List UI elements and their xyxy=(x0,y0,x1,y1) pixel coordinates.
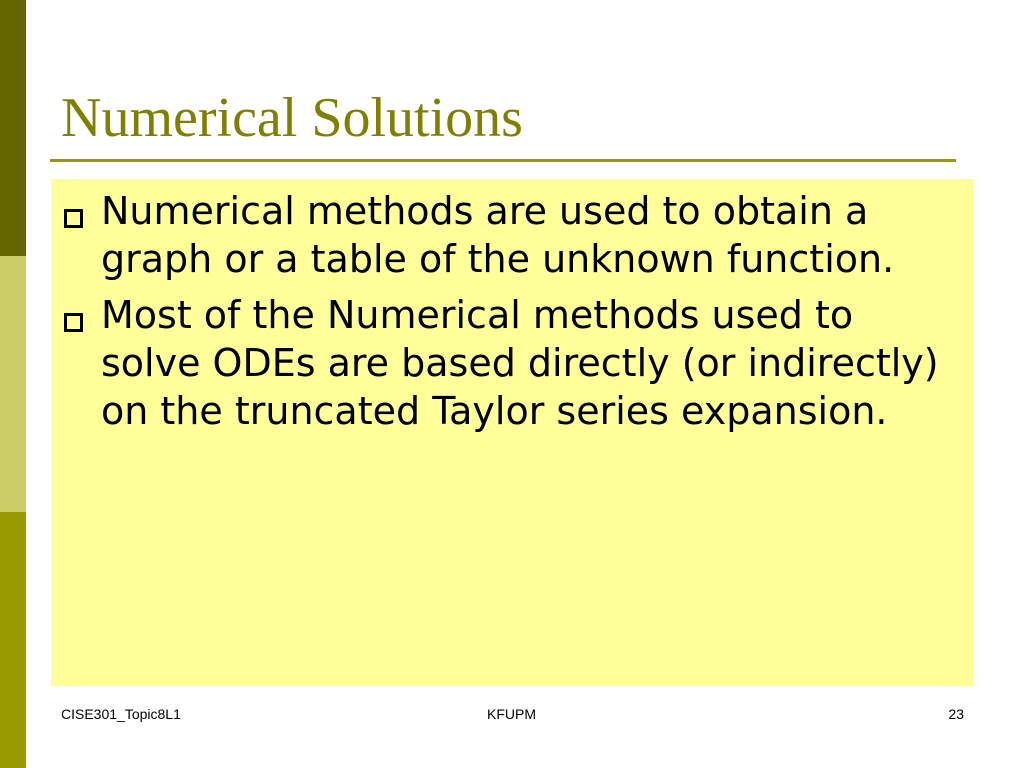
footer-page-number: 23 xyxy=(948,706,964,722)
side-bar-bottom xyxy=(0,512,26,768)
footer-institution: KFUPM xyxy=(487,706,536,722)
side-bar-middle xyxy=(0,256,26,512)
content-box xyxy=(51,179,973,686)
slide-title: Numerical Solutions xyxy=(61,87,523,149)
footer-course-code: CISE301_Topic8L1 xyxy=(61,706,181,722)
bullet-text: Numerical methods are used to obtain a graph or a table of the unknown function. xyxy=(101,189,895,281)
bullet-item xyxy=(51,187,973,283)
square-bullet-icon xyxy=(64,209,83,228)
side-bar-top xyxy=(0,0,26,256)
bullet-text: Most of the Numerical methods used to solve ODEs are based directly (or indirectly) on the truncated Taylor series expansion. xyxy=(101,293,939,433)
bullet-list xyxy=(51,179,973,435)
square-bullet-icon xyxy=(64,313,83,332)
bullet-item xyxy=(51,291,973,435)
title-underline xyxy=(50,159,956,162)
